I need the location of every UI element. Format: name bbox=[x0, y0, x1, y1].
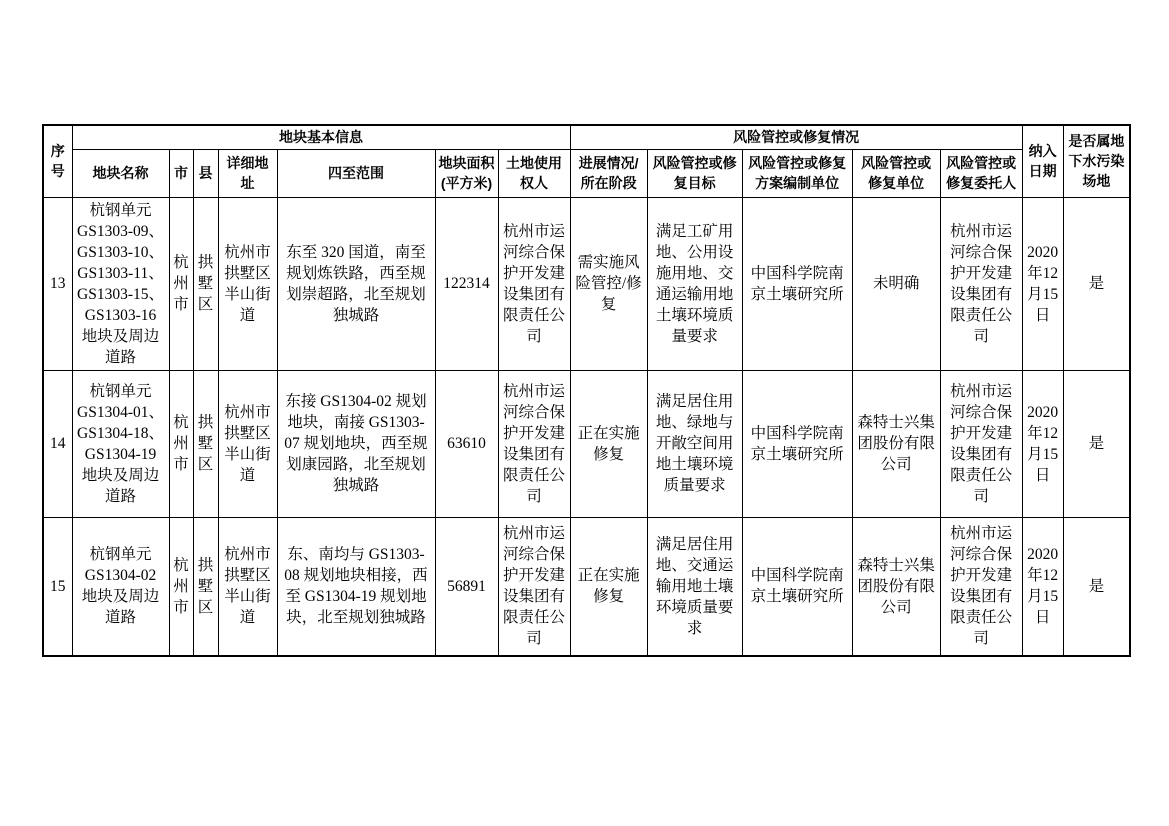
cell-remediation-unit: 森特士兴集团股份有限公司 bbox=[852, 517, 940, 656]
header-target: 风险管控或修复目标 bbox=[647, 149, 742, 197]
cell-address: 杭州市拱墅区半山街道 bbox=[218, 517, 277, 656]
header-area: 地块面积(平方米) bbox=[435, 149, 498, 197]
cell-serial: 15 bbox=[43, 517, 72, 656]
header-group-row bbox=[43, 125, 1130, 149]
cell-county: 拱墅区 bbox=[193, 517, 218, 656]
cell-principal: 杭州市运河综合保护开发建设集团有限责任公司 bbox=[940, 370, 1022, 517]
cell-city: 杭州市 bbox=[169, 370, 193, 517]
cell-target: 满足居住用地、绿地与开敞空间用地土壤环境质量要求 bbox=[647, 370, 742, 517]
cell-boundaries: 东、南均与 GS1303-08 规划地块相接，西至 GS1304-19 规划地块，北至规划独城路 bbox=[277, 517, 435, 656]
table-row-14 bbox=[43, 370, 1130, 517]
cell-inclusion-date: 2020年12月15日 bbox=[1022, 517, 1063, 656]
cell-address: 杭州市拱墅区半山街道 bbox=[218, 370, 277, 517]
table-row-15 bbox=[43, 517, 1130, 656]
header-columns-row bbox=[43, 149, 1130, 197]
header-boundaries: 四至范围 bbox=[277, 149, 435, 197]
header-progress: 进展情况/所在阶段 bbox=[570, 149, 647, 197]
cell-area: 122314 bbox=[435, 197, 498, 370]
header-plan-unit: 风险管控或修复方案编制单位 bbox=[742, 149, 852, 197]
cell-plan-unit: 中国科学院南京土壤研究所 bbox=[742, 197, 852, 370]
cell-serial: 13 bbox=[43, 197, 72, 370]
header-inclusion-date: 纳入日期 bbox=[1022, 125, 1063, 197]
cell-land-user: 杭州市运河综合保护开发建设集团有限责任公司 bbox=[498, 197, 570, 370]
cell-progress: 需实施风险管控/修复 bbox=[570, 197, 647, 370]
header-principal: 风险管控或修复委托人 bbox=[940, 149, 1022, 197]
header-county: 县 bbox=[193, 149, 218, 197]
cell-boundaries: 东接 GS1304-02 规划地块，南接 GS1303-07 规划地块，西至规划康园路，北至规划独城路 bbox=[277, 370, 435, 517]
cell-area: 56891 bbox=[435, 517, 498, 656]
cell-city: 杭州市 bbox=[169, 197, 193, 370]
cell-target: 满足居住用地、交通运输用地土壤环境质量要求 bbox=[647, 517, 742, 656]
header-serial: 序号 bbox=[43, 125, 72, 197]
cell-boundaries: 东至 320 国道，南至规划炼铁路，西至规划崇超路，北至规划独城路 bbox=[277, 197, 435, 370]
header-groundwater: 是否属地下水污染场地 bbox=[1063, 125, 1130, 197]
header-land-user: 土地使用权人 bbox=[498, 149, 570, 197]
cell-serial: 14 bbox=[43, 370, 72, 517]
cell-address: 杭州市拱墅区半山街道 bbox=[218, 197, 277, 370]
header-group-risk-control: 风险管控或修复情况 bbox=[570, 125, 1022, 149]
land-parcel-table bbox=[42, 124, 1131, 657]
cell-principal: 杭州市运河综合保护开发建设集团有限责任公司 bbox=[940, 517, 1022, 656]
cell-remediation-unit: 森特士兴集团股份有限公司 bbox=[852, 370, 940, 517]
header-remediation-unit: 风险管控或修复单位 bbox=[852, 149, 940, 197]
cell-land-user: 杭州市运河综合保护开发建设集团有限责任公司 bbox=[498, 370, 570, 517]
cell-target: 满足工矿用地、公用设施用地、交通运输用地土壤环境质量要求 bbox=[647, 197, 742, 370]
cell-progress: 正在实施修复 bbox=[570, 517, 647, 656]
cell-parcel-name: 杭钢单元 GS1303-09、GS1303-10、GS1303-11、GS1303-15、GS1303-16 地块及周边道路 bbox=[72, 197, 169, 370]
cell-groundwater: 是 bbox=[1063, 517, 1130, 656]
cell-area: 63610 bbox=[435, 370, 498, 517]
header-parcel-name: 地块名称 bbox=[72, 149, 169, 197]
cell-parcel-name: 杭钢单元 GS1304-02 地块及周边道路 bbox=[72, 517, 169, 656]
header-group-basic-info: 地块基本信息 bbox=[72, 125, 570, 149]
header-address: 详细地址 bbox=[218, 149, 277, 197]
cell-inclusion-date: 2020年12月15日 bbox=[1022, 197, 1063, 370]
cell-principal: 杭州市运河综合保护开发建设集团有限责任公司 bbox=[940, 197, 1022, 370]
header-city: 市 bbox=[169, 149, 193, 197]
cell-land-user: 杭州市运河综合保护开发建设集团有限责任公司 bbox=[498, 517, 570, 656]
cell-groundwater: 是 bbox=[1063, 370, 1130, 517]
cell-plan-unit: 中国科学院南京土壤研究所 bbox=[742, 517, 852, 656]
cell-remediation-unit: 未明确 bbox=[852, 197, 940, 370]
cell-city: 杭州市 bbox=[169, 517, 193, 656]
table-row-13 bbox=[43, 197, 1130, 370]
cell-progress: 正在实施修复 bbox=[570, 370, 647, 517]
cell-county: 拱墅区 bbox=[193, 197, 218, 370]
cell-plan-unit: 中国科学院南京土壤研究所 bbox=[742, 370, 852, 517]
cell-groundwater: 是 bbox=[1063, 197, 1130, 370]
cell-parcel-name: 杭钢单元 GS1304-01、GS1304-18、GS1304-19 地块及周边道路 bbox=[72, 370, 169, 517]
cell-inclusion-date: 2020年12月15日 bbox=[1022, 370, 1063, 517]
cell-county: 拱墅区 bbox=[193, 370, 218, 517]
